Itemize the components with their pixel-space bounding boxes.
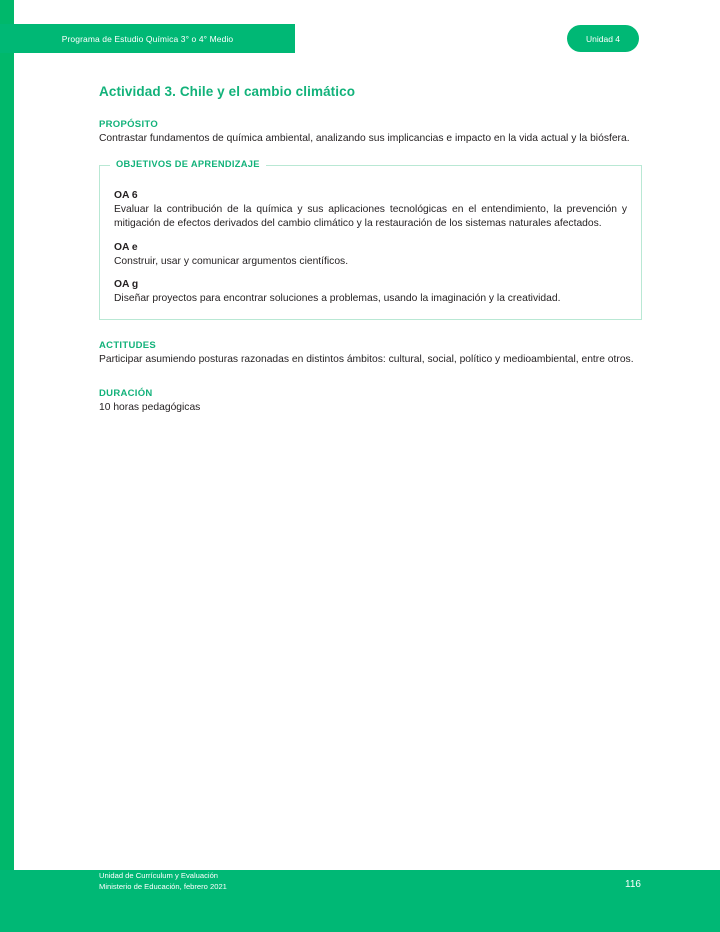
duration-text: 10 horas pedagógicas: [99, 401, 201, 413]
footer-credit-line-1: Unidad de Currículum y Evaluación: [99, 871, 219, 880]
footer-credit-line-2: Ministerio de Educación, febrero 2021: [99, 882, 227, 891]
header-program-title: Programa de Estudio Química 3° o 4° Medio: [61, 33, 234, 44]
oa-code: OA 6: [114, 189, 138, 201]
document-content: [99, 84, 642, 415]
section-label-purpose: PROPÓSITO: [99, 119, 159, 130]
oa-text: Evaluar la contribución de la química y sus aplicaciones tecnológicas en el entendimiento, la prevención y mitigación de efectos derivados del cambio climático y la restauración de los sistemas naturales afectados.: [114, 203, 627, 230]
header-band: [0, 24, 295, 53]
footer-credits: [99, 870, 227, 892]
oa-code: OA e: [114, 241, 138, 253]
section-label-attitudes: ACTITUDES: [99, 340, 157, 352]
learning-objectives-title: OBJETIVOS DE APRENDIZAJE: [110, 159, 266, 169]
learning-objectives-box: [99, 158, 642, 320]
oa-text: Diseñar proyectos para encontrar soluciones a problemas, usando la imaginación y la creatividad.: [114, 293, 561, 305]
oa-code: OA g: [114, 279, 139, 291]
purpose-text: Contrastar fundamentos de química ambiental, analizando sus implicancias e impacto en la vida actual y la biósfera.: [99, 133, 630, 144]
unit-badge-label: Unidad 4: [585, 33, 621, 44]
page-number: 116: [625, 879, 641, 890]
section-label-duration: DURACIÓN: [99, 387, 153, 399]
left-accent-bar: [0, 0, 14, 932]
oa-text: Construir, usar y comunicar argumentos científicos.: [114, 255, 349, 267]
attitudes-text: Participar asumiendo posturas razonadas en distintos ámbitos: cultural, social, político y medioambiental, entre otros.: [99, 354, 634, 366]
unit-badge: [567, 25, 639, 52]
page-title: Actividad 3. Chile y el cambio climático: [99, 84, 356, 99]
